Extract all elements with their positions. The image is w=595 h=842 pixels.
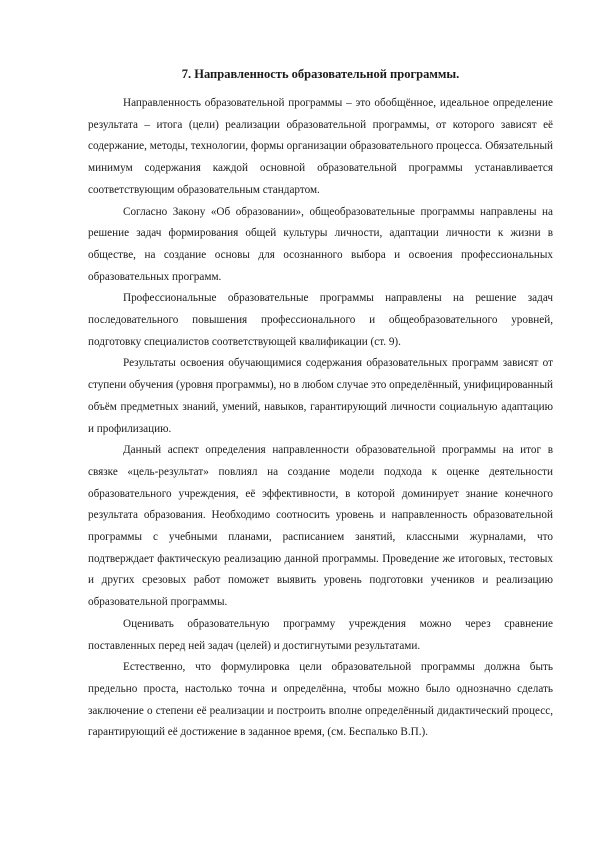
paragraph-5: Данный аспект определения направленности образовательной программы на итог в связке «цель-результат» повлиял на создание модели подхода к оценке деятельности образовательного учреждения, её эффективности, в которой доминирует знание конечного результата образования. Необходимо соотносить уровень и направленность образовательной программы с учебными планами, расписанием занятий, классными журналами, что подтверждает фактическую реализацию данной программы. Проведение же итоговых, тестовых и других срезовых работ поможет выявить уровень подготовки учеников и реализацию образовательной программы.: [88, 444, 553, 609]
paragraph-2: Согласно Закону «Об образовании», общеобразовательные программы направлены на решение задач формирования общей культуры личности, адаптации личности к жизни в обществе, на создание основы для осознанного выбора и освоения профессиональных образовательных программ.: [88, 205, 553, 283]
paragraph-7: Естественно, что формулировка цели образовательной программы должна быть предельно проста, настолько точна и определённа, чтобы можно было однозначно сделать заключение о степени её реализации и построить вполне определённый дидактический процесс, гарантирующий её достижение в заданное время, (см. Беспалько В.П.).: [88, 661, 553, 739]
paragraph-3: Профессиональные образовательные программы направлены на решение задач последовательного повышения профессионального и общеобразовательного уровней, подготовку специалистов соответствующей квалификации (ст. 9).: [88, 292, 553, 348]
paragraph-6: Оценивать образовательную программу учреждения можно через сравнение поставленных перед ней задач (целей) и достигнутыми результатами.: [88, 617, 553, 652]
paragraph-4: Результаты освоения обучающимися содержания образовательных программ зависят от ступени обучения (уровня программы), но в любом случае это определённый, унифицированный объём предметных знаний, умений, навыков, гарантирующий личности социальную адаптацию и профилизацию.: [88, 357, 553, 435]
paragraph-1: Направленность образовательной программы – это обобщённое, идеальное определение результата – итога (цели) реализации образовательной программы, от которого зависят её содержание, методы, технологии, формы организации образовательного процесса. Обязательный минимум содержания каждой основной образовательной программы устанавливается соответствующим образовательным стандартом.: [88, 97, 553, 196]
section-title: 7. Направленность образовательной программы.: [181, 67, 460, 81]
